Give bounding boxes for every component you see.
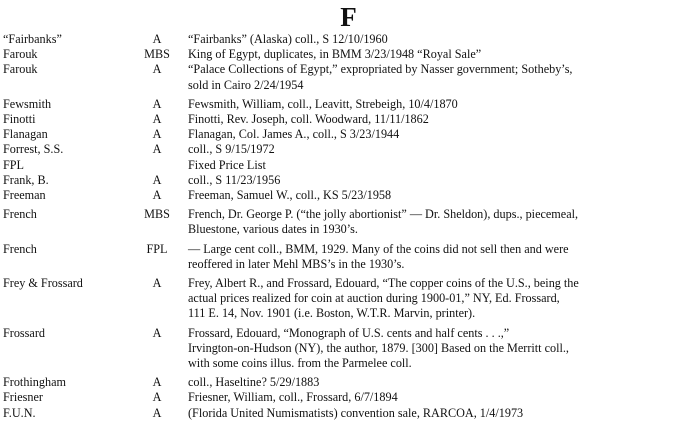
entry-name: Farouk xyxy=(3,62,38,77)
entry-name: Friesner xyxy=(3,390,43,405)
entry-code: A xyxy=(152,62,162,77)
entry-description xyxy=(188,375,690,390)
entry-name: French xyxy=(3,241,37,256)
entry-name: Frothingham xyxy=(3,375,66,390)
entry-description xyxy=(188,242,690,272)
entry-code: A xyxy=(152,188,162,203)
entry-name: Freeman xyxy=(3,188,46,203)
entry-code: A xyxy=(152,127,162,142)
entry-description xyxy=(188,173,690,188)
entry-description-line: Frey, Albert R., and Frossard, Edouard, “The copper coins of the U.S., being the xyxy=(188,276,579,291)
entry-description xyxy=(188,142,690,157)
entry-row xyxy=(0,276,697,322)
entry-description-line: Bluestone, various dates in 1930’s. xyxy=(188,222,358,237)
entry-name: Forrest, S.S. xyxy=(3,142,64,157)
entry-code: A xyxy=(152,96,162,111)
entry-row xyxy=(0,32,697,47)
entry-description-line: reoffered in later Mehl MBS’s in the 1930’s. xyxy=(188,256,405,271)
entry-description xyxy=(188,276,690,322)
entry-description xyxy=(188,32,690,47)
entry-name: F.U.N. xyxy=(3,405,36,420)
entry-row xyxy=(0,127,697,142)
entry-code: A xyxy=(152,172,162,187)
entry-description xyxy=(188,207,690,237)
entry-code: A xyxy=(152,142,162,157)
entry-description-line: King of Egypt, duplicates, in BMM 3/23/1948 “Royal Sale” xyxy=(188,47,482,62)
entry-description-line: Fixed Price List xyxy=(188,157,266,172)
entry-description-line: Irvington-on-Hudson (NY), the author, 1879. [300] Based on the Merritt coll., xyxy=(188,340,569,355)
entry-code: A xyxy=(152,112,162,127)
entry-code: A xyxy=(152,375,162,390)
entry-description-line: coll., S 11/23/1956 xyxy=(188,172,281,187)
entry-name: French xyxy=(3,207,37,222)
entry-description-line: “Fairbanks” (Alaska) coll., S 12/10/1960 xyxy=(188,32,388,46)
entry-code: A xyxy=(152,32,162,46)
entry-name: Frank, B. xyxy=(3,172,49,187)
entry-description xyxy=(188,112,690,127)
entry-description-line: Finotti, Rev. Joseph, coll. Woodward, 11/11/1862 xyxy=(188,112,429,127)
entry-description-line: “Palace Collections of Egypt,” expropriated by Nasser government; Sotheby’s, xyxy=(188,62,573,77)
entry-row xyxy=(0,390,697,405)
entry-row xyxy=(0,375,697,390)
entry-row xyxy=(0,142,697,157)
entry-description xyxy=(188,390,690,405)
entry-description-line: with some coins illus. from the Parmelee coll. xyxy=(188,356,412,371)
entry-description-line: coll., Haseltine? 5/29/1883 xyxy=(188,375,320,390)
entry-row xyxy=(0,173,697,188)
entry-code: A xyxy=(152,276,162,291)
entry-description-line: coll., S 9/15/1972 xyxy=(188,142,275,157)
entry-name: Frey & Frossard xyxy=(3,276,83,291)
entry-description xyxy=(188,47,690,62)
entry-name: Flanagan xyxy=(3,127,48,142)
entry-row xyxy=(0,242,697,272)
entry-name: Fewsmith xyxy=(3,96,52,111)
entry-row xyxy=(0,62,697,92)
entry-description-line: (Florida United Numismatists) convention sale, RARCOA, 1/4/1973 xyxy=(188,405,524,420)
entry-description-line: Flanagan, Col. James A., coll., S 3/23/1944 xyxy=(188,127,400,142)
entry-row xyxy=(0,326,697,372)
entry-description-line: sold in Cairo 2/24/1954 xyxy=(188,77,304,92)
entry-description xyxy=(188,127,690,142)
entry-description xyxy=(188,97,690,112)
entry-code: MBS xyxy=(144,207,170,222)
entry-description-line: Freeman, Samuel W., coll., KS 5/23/1958 xyxy=(188,188,392,203)
entry-name: Farouk xyxy=(3,47,38,62)
entry-row xyxy=(0,188,697,203)
entry-description xyxy=(188,326,690,372)
entry-code: A xyxy=(152,390,162,405)
section-letter-heading: F xyxy=(340,2,357,32)
entry-code: A xyxy=(152,325,162,340)
entry-code: MBS xyxy=(144,47,170,62)
entry-name: Finotti xyxy=(3,112,36,127)
entry-description xyxy=(188,62,690,92)
entry-name: Frossard xyxy=(3,325,45,340)
reference-entry-list xyxy=(0,32,697,421)
entry-description-line: 111 E. 14, Nov. 1901 (i.e. Boston, W.T.R. Marvin, printer). xyxy=(188,306,476,321)
entry-row xyxy=(0,207,697,237)
entry-description-line: Friesner, William, coll., Frossard, 6/7/1894 xyxy=(188,390,398,405)
entry-description-line: French, Dr. George P. (“the jolly abortionist” — Dr. Sheldon), dups., piecemeal, xyxy=(188,207,579,222)
entry-row xyxy=(0,112,697,127)
entry-row xyxy=(0,97,697,112)
entry-row xyxy=(0,158,697,173)
entry-description-line: Frossard, Edouard, “Monograph of U.S. cents and half cents . . .,” xyxy=(188,325,510,340)
entry-description-line: Fewsmith, William, coll., Leavitt, Strebeigh, 10/4/1870 xyxy=(188,96,458,111)
entry-description-line: — Large cent coll., BMM, 1929. Many of the coins did not sell then and were xyxy=(188,241,569,256)
entry-name: “Fairbanks” xyxy=(3,32,62,46)
entry-description xyxy=(188,188,690,203)
entry-description-line: actual prices realized for coin at auction during 1900-01,” NY, Ed. Frossard, xyxy=(188,291,560,306)
entry-code: FPL xyxy=(146,241,168,256)
entry-name: FPL xyxy=(3,157,25,172)
entry-description xyxy=(188,158,690,173)
entry-row xyxy=(0,47,697,62)
entry-code: A xyxy=(152,405,162,420)
